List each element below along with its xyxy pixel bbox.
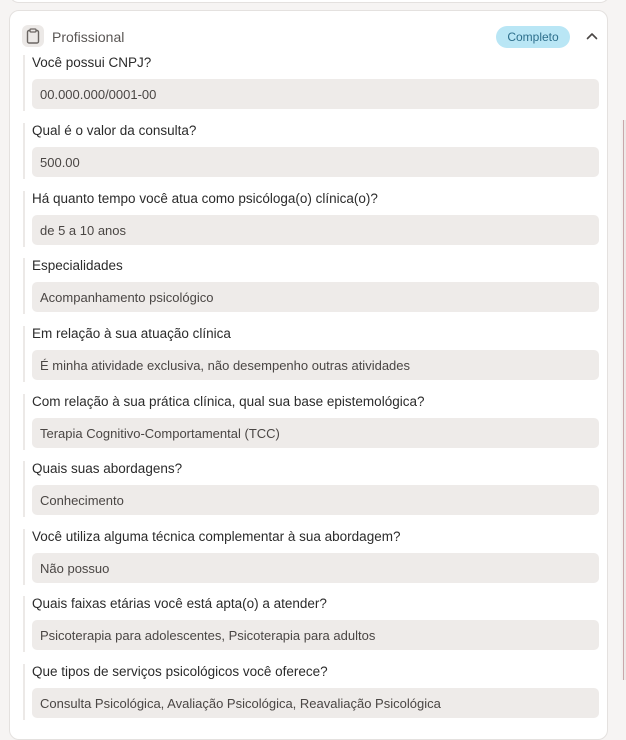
clipboard-icon xyxy=(22,25,44,47)
field-value: É minha atividade exclusiva, não desempenho outras atividades xyxy=(32,350,599,380)
field-label: Especialidades xyxy=(32,258,123,273)
field-label: Quais suas abordagens? xyxy=(32,461,183,476)
field-label: Você utiliza alguma técnica complementar à sua abordagem? xyxy=(32,529,401,544)
field-cnpj xyxy=(23,55,599,111)
field-consultation-price xyxy=(23,123,599,179)
field-value: 500.00 xyxy=(32,147,599,177)
field-value: Não possuo xyxy=(32,553,599,583)
field-value: Conhecimento xyxy=(32,485,599,515)
field-specialties xyxy=(23,258,599,314)
field-value: 00.000.000/0001-00 xyxy=(32,79,599,109)
field-value: Terapia Cognitivo-Comportamental (TCC) xyxy=(32,418,599,448)
field-label: Você possui CNPJ? xyxy=(32,55,152,70)
field-label: Qual é o valor da consulta? xyxy=(32,123,197,138)
field-label: Em relação à sua atuação clínica xyxy=(32,326,231,341)
field-complementary-technique xyxy=(23,529,599,585)
field-value: Psicoterapia para adolescentes, Psicoterapia para adultos xyxy=(32,620,599,650)
field-approaches xyxy=(23,461,599,517)
chevron-up-icon[interactable] xyxy=(583,27,601,45)
field-value: Acompanhamento psicológico xyxy=(32,282,599,312)
field-value: Consulta Psicológica, Avaliação Psicológica, Reavaliação Psicológica xyxy=(32,688,599,718)
field-label: Há quanto tempo você atua como psicóloga(o) clínica(o)? xyxy=(32,191,378,206)
field-label: Que tipos de serviços psicológicos você oferece? xyxy=(32,664,328,679)
status-badge: Completo xyxy=(496,26,570,48)
field-age-groups xyxy=(23,596,599,652)
previous-card-edge xyxy=(9,0,610,3)
professional-section-card xyxy=(9,10,608,740)
field-value: de 5 a 10 anos xyxy=(32,215,599,245)
field-experience-time xyxy=(23,191,599,247)
field-clinical-practice xyxy=(23,326,599,382)
field-label: Quais faixas etárias você está apta(o) a atender? xyxy=(32,596,327,611)
field-services xyxy=(23,664,599,720)
field-label: Com relação à sua prática clínica, qual sua base epistemológica? xyxy=(32,394,425,409)
field-epistemological-base xyxy=(23,394,599,450)
scrollbar-track[interactable] xyxy=(623,120,624,680)
section-title: Profissional xyxy=(52,29,125,45)
